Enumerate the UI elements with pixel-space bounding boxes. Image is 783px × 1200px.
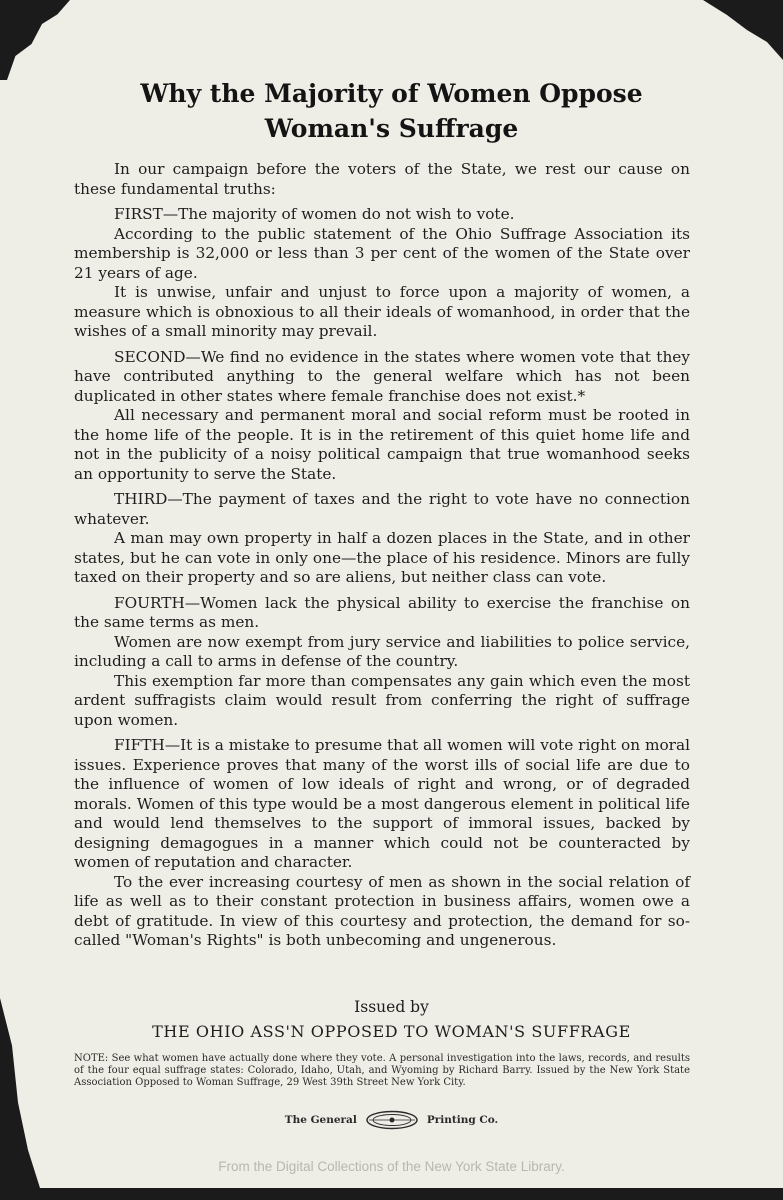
torn-corner-top-right: [703, 0, 783, 60]
paragraph-first-detail-2: It is unwise, unfair and unjust to force upon a majority of women, a measure which is obnoxious to all their ideals of womanhood, in order that the wishes of a small minority may prevail.: [74, 283, 690, 340]
paragraph-fifth: FIFTH—It is a mistake to presume that all women will vote right on moral issues. Experience proves that many of the worst ills of social life are due to the influence of women of low ideals of right and wrong, or of degraded morals. Women of this type would be a most dangerous element in political life and would lend themselves to the support of immoral issues, backed by designing demagogues in a manner which could not be counteracted by women of reputation and character.: [74, 736, 690, 871]
paragraph-intro: In our campaign before the voters of the State, we rest our cause on these fundamental truths:: [74, 160, 690, 198]
paragraph-first: FIRST—The majority of women do not wish to vote.: [114, 205, 515, 223]
paragraph-first-detail-1: According to the public statement of the Ohio Suffrage Association its membership is 32,000 or less than 3 per cent of the women of the State over 21 years of age.: [74, 224, 690, 282]
printer-name-left: The General: [284, 1114, 357, 1126]
printer-imprint: [0, 1110, 783, 1130]
paragraph-fourth-detail-2: This exemption far more than compensates any gain which even the most ardent suffragists claim would result from conferring the right of suffrage upon women.: [74, 671, 690, 729]
paragraph-closing: To the ever increasing courtesy of men as shown in the social relation of life as well as to their constant protection in business affairs, women owe a debt of gratitude. In view of this courtesy and protection, the demand for so-called "Woman's Rights" is both unbecoming and ungenerous.: [74, 872, 690, 949]
paragraph-third-detail: A man may own property in half a dozen places in the State, and in other states, but he can vote in only one—the place of his residence. Minors are fully taxed on their property and so are aliens, but neither class can vote.: [74, 529, 690, 586]
document-title-line-2: Woman's Suffrage: [264, 114, 519, 143]
association-name: THE OHIO ASS'N OPPOSED TO WOMAN'S SUFFRAGE: [152, 1022, 631, 1041]
paragraph-second: SECOND—We find no evidence in the states where women vote that they have contributed anything to the general welfare which has not been duplicated in other states where female franchise does not exist.*: [74, 347, 690, 405]
footnote: NOTE: See what women have actually done where they vote. A personal investigation into the laws, records, and results of the four equal suffrage states: Colorado, Idaho, Utah, and Wyoming by Richard Barry. Issued by the New York State Association Opposed to Woman Suffrage, 29 West 39th Street New York City.: [74, 1053, 690, 1088]
document-body: [74, 160, 690, 951]
dark-bottom-edge: [0, 1188, 783, 1200]
issued-by: Issued by: [354, 998, 429, 1016]
paragraph-second-detail: All necessary and permanent moral and social reform must be rooted in the home life of the people. It is in the retirement of this quiet home life and not in the publicity of a noisy political campaign that true womanhood seeks an opportunity to serve the State.: [74, 406, 690, 483]
torn-corner-top-left: [0, 0, 70, 80]
printer-seal-icon: [365, 1110, 419, 1130]
printer-name-right: Printing Co.: [426, 1114, 499, 1126]
collection-credit: From the Digital Collections of the New York State Library.: [218, 1159, 565, 1174]
paragraph-fourth: FOURTH—Women lack the physical ability to exercise the franchise on the same terms as men.: [74, 593, 690, 631]
paragraph-third: THIRD—The payment of taxes and the right to vote have no connection whatever.: [74, 490, 690, 528]
paragraph-fourth-detail-1: Women are now exempt from jury service and liabilities to police service, including a call to arms in defense of the country.: [74, 632, 690, 670]
document-title-line-1: Why the Majority of Women Oppose: [140, 79, 643, 108]
